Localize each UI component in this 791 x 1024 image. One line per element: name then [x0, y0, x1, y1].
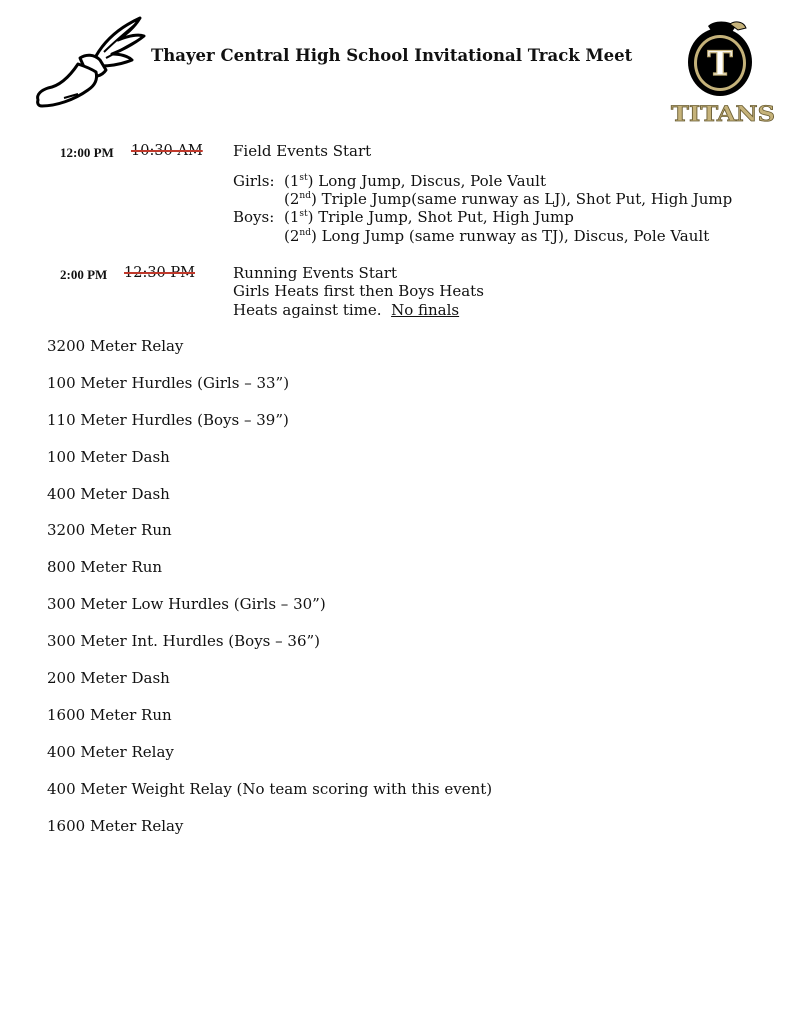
running-events-note-2	[233, 301, 459, 320]
svg-text:T: T	[707, 44, 733, 84]
girls-second-order: (2	[284, 190, 300, 208]
running-events-new-time: 2:00 PM	[60, 267, 108, 282]
event-item: 1600 Meter Run	[47, 705, 172, 724]
event-item: 400 Meter Relay	[47, 742, 174, 761]
event-item: 3200 Meter Run	[47, 521, 172, 540]
boys-first-sup: st	[299, 209, 308, 219]
girls-second-sup: nd	[299, 191, 311, 201]
titans-logo	[668, 18, 778, 126]
event-item: 100 Meter Dash	[47, 447, 170, 466]
heats-note: Heats against time.	[233, 301, 382, 319]
girls-first-sup: st	[299, 173, 308, 183]
girls-second-text: ) Triple Jump(same runway as LJ), Shot Put, High Jump	[310, 190, 733, 208]
boys-second-flight	[284, 227, 709, 246]
svg-text:TITANS: TITANS	[671, 101, 775, 126]
boys-first-order: (1	[284, 208, 300, 226]
boys-second-text: ) Long Jump (same runway as TJ), Discus, Pole Vault	[310, 227, 710, 245]
event-item: 400 Meter Weight Relay (No team scoring with this event)	[47, 779, 493, 798]
boys-first-text: ) Triple Jump, Shot Put, High Jump	[307, 208, 574, 226]
event-item: 200 Meter Dash	[47, 669, 170, 688]
event-item: 100 Meter Hurdles (Girls – 33”)	[47, 373, 290, 392]
girls-first-flight	[284, 172, 546, 191]
boys-second-sup: nd	[299, 228, 311, 238]
boys-first-flight	[284, 208, 574, 227]
field-events-old-time: 10:30 AM	[131, 143, 203, 159]
event-item: 110 Meter Hurdles (Boys – 39”)	[47, 410, 289, 429]
event-item: 300 Meter Int. Hurdles (Boys – 36”)	[47, 632, 321, 651]
field-events-new-time: 12:00 PM	[60, 145, 114, 160]
running-events-note-1: Girls Heats first then Boys Heats	[233, 282, 484, 300]
event-item: 800 Meter Run	[47, 558, 163, 577]
running-events-old-time: 12:30 PM	[124, 265, 195, 281]
girls-first-order: (1	[284, 172, 300, 190]
winged-shoe-icon	[34, 14, 146, 108]
event-item: 400 Meter Dash	[47, 484, 170, 503]
girls-second-flight	[284, 190, 732, 209]
event-item: 300 Meter Low Hurdles (Girls – 30”)	[47, 595, 326, 614]
girls-label: Girls:	[233, 172, 275, 190]
girls-first-text: ) Long Jump, Discus, Pole Vault	[307, 172, 546, 190]
boys-second-order: (2	[284, 227, 300, 245]
event-item: 3200 Meter Relay	[47, 337, 184, 355]
event-item: 1600 Meter Relay	[47, 816, 184, 835]
field-events-heading: Field Events Start	[233, 142, 372, 160]
boys-label: Boys:	[233, 208, 275, 226]
no-finals-note: No finals	[391, 301, 460, 319]
running-events-heading: Running Events Start	[233, 264, 398, 282]
event-order-list	[47, 337, 492, 853]
page-title: Thayer Central High School Invitational Track Meet	[151, 46, 633, 65]
